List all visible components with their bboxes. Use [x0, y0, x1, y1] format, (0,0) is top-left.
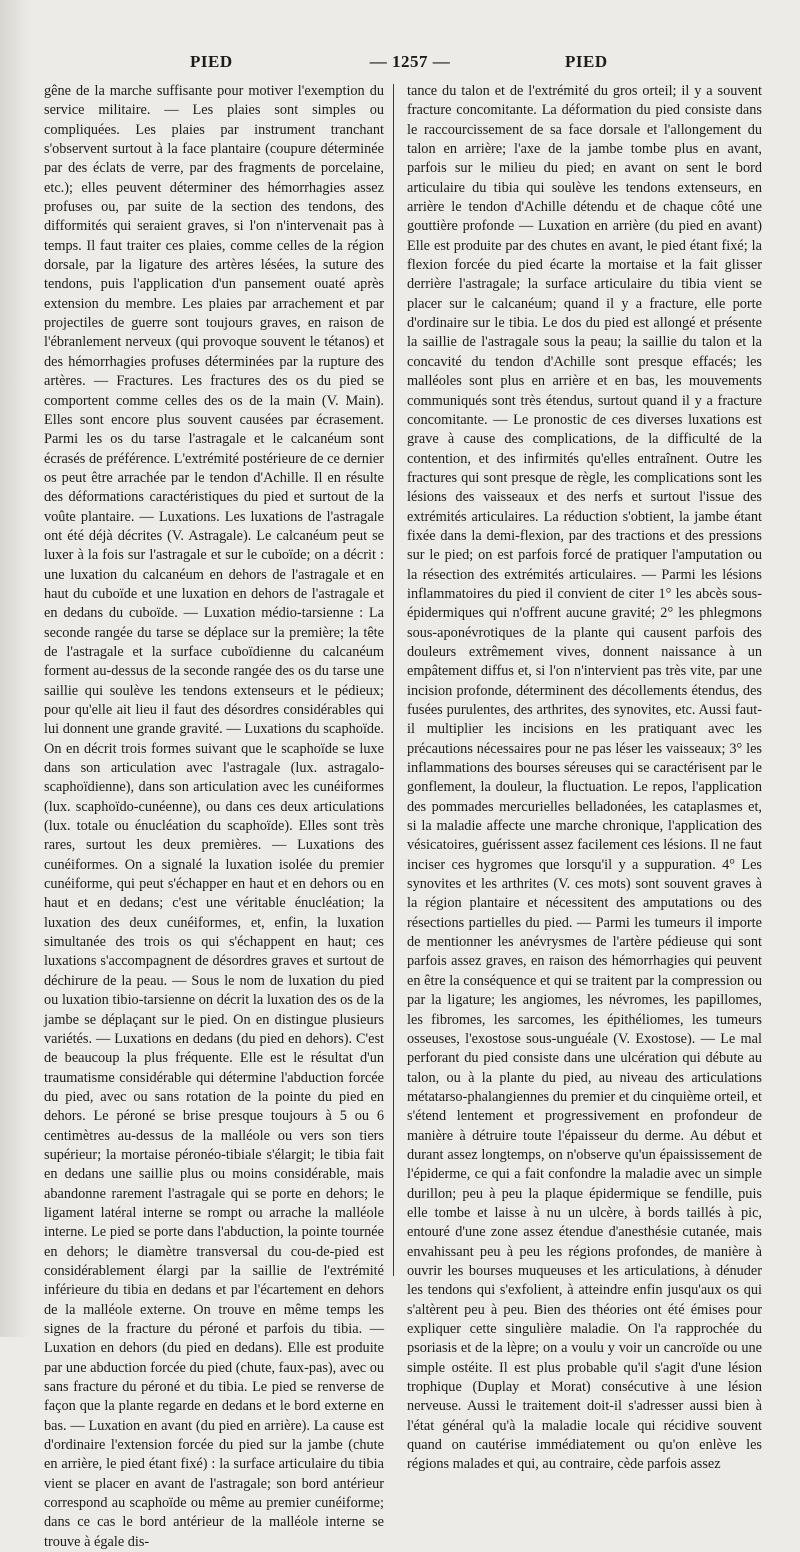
left-text-column: [44, 82, 384, 1550]
header-right-word: PIED: [565, 52, 608, 71]
page-binding-shadow: [0, 0, 30, 1337]
right-text-column: [407, 82, 762, 1473]
right-column-text: tance du talon et de l'extrémité du gros orteil; il y a souvent fracture concomitante. La déformation du pied consiste dans le raccourcissement de sa face dorsale et l'allongement du talon en arrière; l'axe de la jambe tombe plus en avant, parfois sur le milieu du pied; en avant on sent le bord articulaire du tibia qui soulève les tendons extenseurs, en arrière le tendon d'Achille détendu et de chaque côté une gouttière profonde — Luxation en arrière (du pied en avant) Elle est produite par des chutes en avant, le pied étant fixé; la flexion forcée du pied écarte la mortaise et la fait glisser derrière l'astragale; la surface articulaire du tibia vient se placer sur le calcanéum; quand il y a fracture, elle porte d'ordinaire sur le tibia. Le dos du pied est allongé et présente la saillie de l'astragale sous la peau; la saillie du talon et la concavité du tendon d'Achille sont presque effacés; les malléoles sont plus en arrière et en bas, les mouvements communiqués sont très étendus, surtout quand il y a fracture concomitante. — Le pronostic de ces diverses luxations est grave à cause des complications, de la difficulté de la contention, et des infirmités qu'elles entraînent. Outre les fractures qui sont presque de règle, les complications sont les lésions des vaisseaux et des nerfs et surtout l'issue des extrémités articulaires. La réduction s'obtient, la jambe étant fixée dans la demi-flexion, par des tractions et des pressions sur le pied; on est parfois forcé de pratiquer l'amputation ou la résection des extrémités articulaires. — Parmi les lésions inflammatoires du pied il convient de citer 1° les abcès sous-épidermiques qui n'offrent aucune gravité; 2° les phlegmons sous-aponévrotiques de la plante qui causent parfois des douleurs extrêmement vives, donnent naissance à un empâtement diffus et, si l'on n'intervient pas très vite, par une incision profonde, déterminent des décollements étendus, des fusées purulentes, des arthrites, des synovites, etc. Aussi faut-il multiplier les incisions en les pratiquant avec les précautions nécessaires pour ne pas léser les vaisseaux; 3° les inflammations des bourses séreuses qui se caractérisent par le gonflement, la douleur, la fluctuation. Le repos, l'application des pommades mercurielles belladonées, les cataplasmes et, si la maladie affecte une marche chronique, l'application des vésicatoires, guérissent assez facilement ces lésions. Il ne faut inciser ces hygromes que lorsqu'il y a suppuration. 4° Les synovites et les arthrites (V. ces mots) sont souvent graves à la région plantaire et nécessitent des amputations ou des résections partielles du pied. — Parmi les tumeurs il importe de mentionner les anévrysmes de l'artère pédieuse qui sont parfois assez graves, en raison des hémorrhagies qui peuvent en être la conséquence et qui se traitent par la compression ou par la ligature; les angiomes, les névromes, les papillomes, les fibromes, les sarcomes, les épithéliomes, les tumeurs osseuses, l'exostose sous-unguéale (V. Exostose). — Le mal perforant du pied consiste dans une ulcération qui débute au talon, ou à la plante du pied, au niveau des articulations métatarso-phalangiennes du premier et du cinquième orteil, et s'étend lentement et progressivement en profondeur de manière à détruire toute l'épaisseur du derme. Au début et durant assez longtemps, on n'observe qu'un épaississement de l'épiderme, ce qui a fait confondre la maladie avec un simple durillon; peu à peu la plaque épidermique se fendille, puis elle tombe et laisse à nu un ulcère, à bords taillés à pic, entouré d'une zone assez étendue d'anesthésie cutanée, mais envahissant peu à peu les régions profondes, de manière à ouvrir les bourses muqueuses et les articulations, à dénuder les tendons qui s'exfolient, à atteindre enfin jusqu'aux os qui s'altèrent peu à peu. Bien des théories ont été émises pour expliquer cette singulière maladie. On l'a rapprochée du psoriasis et de la lèpre; on a voulu y voir un cancroïde ou une simple ostéite. Il est plus probable qu'il s'agit d'une lésion trophique (Duplay et Morat) consécutive à une lésion nerveuse. Aussi le traitement doit-il s'adresser aussi bien à l'état général qu'à la maladie locale qui récidive souvent quand on cautérise immédiatement ou qu'on enlève les régions malades et qui, au contraire, cède parfois assez: [407, 83, 762, 1473]
header-left-word: PIED: [190, 52, 233, 71]
running-header: [40, 52, 780, 76]
column-divider: [393, 84, 394, 1276]
page-number: — 1257 —: [369, 52, 451, 71]
left-column-text: gêne de la marche suffisante pour motiver l'exemption du service militaire. — Les plaies sont simples ou compliquées. Les plaies par instrument tranchant s'observent surtout à la face plantaire (coupure déterminée par des éclats de verre, par des fragments de porcelaine, etc.); elles peuvent déterminer des hémorrhagies assez profuses ou, par suite de la section des tendons, des difformités qui seraient graves, si l'on n'intervenait pas à temps. Il faut traiter ces plaies, comme celles de la région dorsale, par la ligature des artères lésées, la suture des tendons, puis l'application d'un pansement ouaté après extension du membre. Les plaies par arrachement et par projectiles de guerre sont toujours graves, en raison de l'ébranlement nerveux (qui provoque souvent le tétanos) et des hémorrhagies profuses déterminées par la rupture des artères. — Fractures. Les fractures des os du pied se comportent comme celles des os de la main (V. Main). Elles sont encore plus souvent causées par écrasement. Parmi les os du tarse l'astragale et le calcanéum sont écrasés de préférence. L'extrémité postérieure de ce dernier os peut être arrachée par le tendon d'Achille. Il en résulte des déformations caractéristiques du pied et surtout de la voûte plantaire. — Luxations. Les luxations de l'astragale ont été déjà décrites (V. Astragale). Le calcanéum peut se luxer à la fois sur l'astragale et sur le cuboïde; on a décrit : une luxation du calcanéum en dehors de l'astragale et en haut du cuboïde et une luxation en dehors de l'astragale et en dedans du cuboïde. — Luxation médio-tarsienne : La seconde rangée du tarse se déplace sur la première; la tête de l'astragale et la surface cuboïdienne du calcanéum forment au-dessus de la seconde rangée des os du tarse une saillie qui soulève les tendons extenseurs et le pédieux; pour qu'elle ait lieu il faut des désordres considérables qui lui donnent une grande gravité. — Luxations du scaphoïde. On en décrit trois formes suivant que le scaphoïde se luxe dans son articulation avec l'astragale (lux. astragalo-scaphoïdienne), dans son articulation avec les cunéiformes (lux. scaphoïdo-cunéenne), ou dans ces deux articulations (lux. totale ou énucléation du scaphoïde). Elles sont très rares, surtout les deux premières. — Luxations des cunéiformes. On a signalé la luxation isolée du premier cunéiforme, qui peut s'échapper en haut et en dehors ou en haut et en dedans; c'est une véritable énucléation; la luxation des deux cunéiformes, et, enfin, la luxation simultanée des trois os qui s'échappent en haut; ces luxations s'accompagnent de désordres graves et surtout de déchirure de la peau. — Sous le nom de luxation du pied ou luxation tibio-tarsienne on décrit la luxation des os de la jambe se déplaçant sur le pied. On en distingue plusieurs variétés. — Luxations en dedans (du pied en dehors). C'est de beaucoup la plus fréquente. Elle est le résultat d'un traumatisme considérable qui détermine l'abduction forcée du pied, avec ou sans rotation de la pointe du pied en dehors. Le péroné se brise presque toujours à 5 ou 6 centimètres au-dessus de la malléole ou vers son tiers supérieur; la mortaise péronéo-tibiale s'élargit; le tibia fait en dedans une saillie plus ou moins considérable, mais abandonne rarement l'astragale qui se porte en dehors; le ligament latéral interne se rompt ou arrache la malléole interne. Le pied se porte dans l'abduction, la pointe tournée en dehors; le diamètre transversal du cou-de-pied est considérablement élargi par la saillie de l'extrémité inférieure du tibia en dedans et par l'écartement en dehors de la malléole externe. On trouve en même temps les signes de la fracture du péroné et parfois du tibia. — Luxation en dehors (du pied en dedans). Elle est produite par une abduction forcée du pied (chute, faux-pas), avec ou sans fracture du péroné et du tibia. Le pied se renverse de façon que la plante regarde en dedans et le bord externe en bas. — Luxation en avant (du pied en arrière). La cause est d'ordinaire l'extension forcée du pied sur la jambe (chute en arrière, le pied étant fixé) : la surface articulaire du tibia vient se placer en avant de l'astragale; son bord antérieur correspond au scaphoïde ou même au premier cunéiforme; dans ce cas le bord antérieur de la malléole interne se trouve à égale dis-: [44, 83, 384, 1550]
